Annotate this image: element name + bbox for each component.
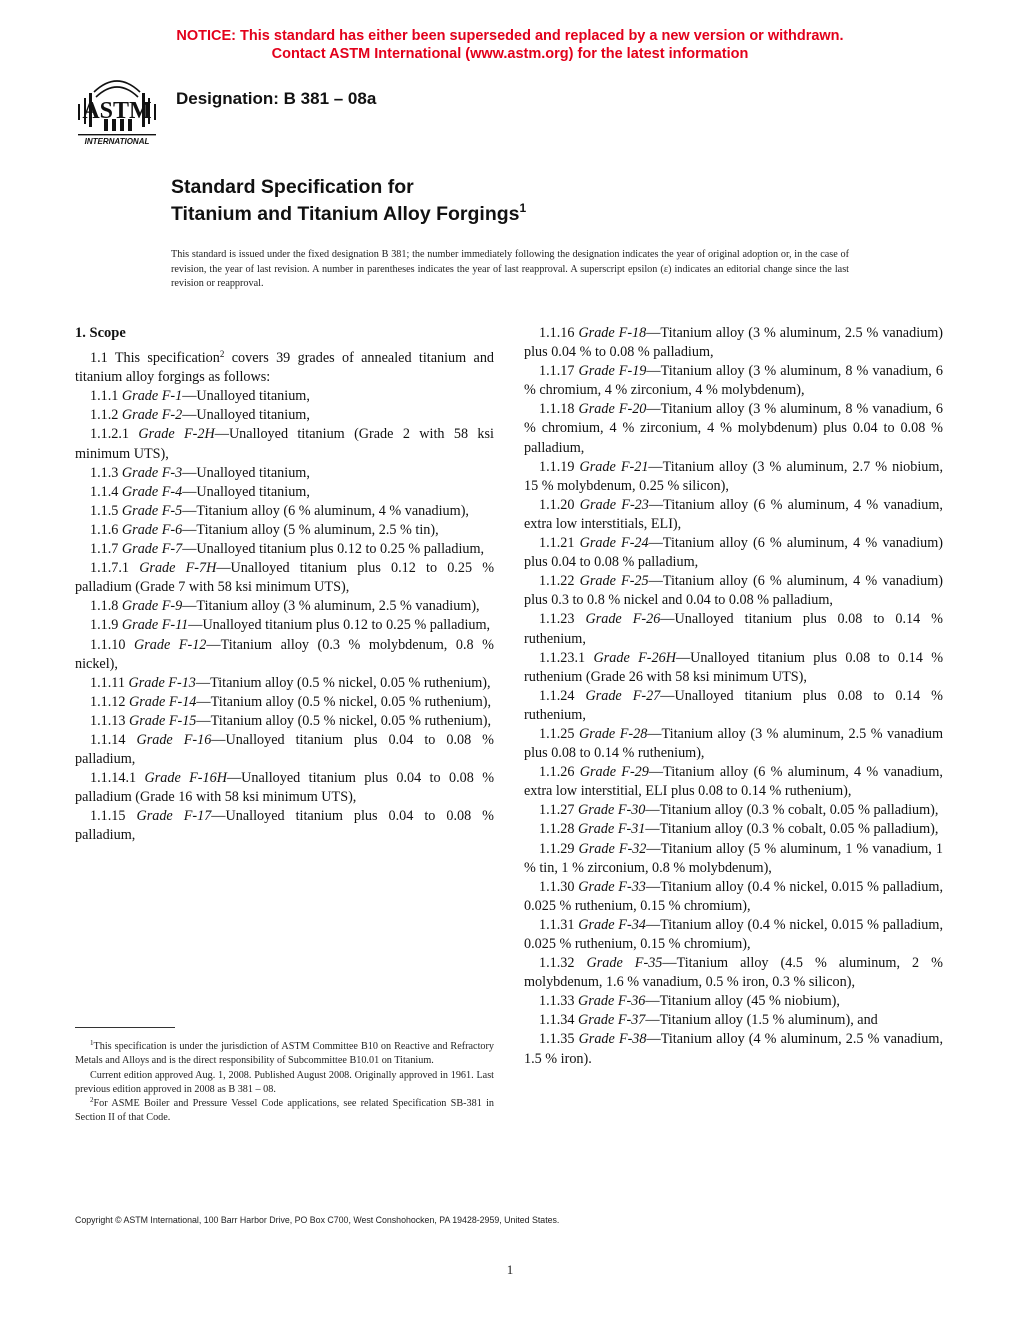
item-number: 1.1.13 bbox=[90, 712, 126, 729]
svg-text:INTERNATIONAL: INTERNATIONAL bbox=[84, 137, 150, 146]
grade-item bbox=[75, 387, 494, 406]
item-number: 1.1.1 bbox=[90, 388, 119, 405]
grade-item bbox=[524, 916, 943, 954]
grade-name: Grade F-3 bbox=[121, 464, 183, 481]
item-number: 1.1.2 bbox=[90, 407, 119, 424]
grade-description: —Titanium alloy (5 % aluminum, 1 % vanadium, 1 % tin, 1 % zirconium, 0.8 % molybdenum), bbox=[524, 840, 943, 876]
grade-description: —Titanium alloy (6 % aluminum, 4 % vanadium) plus 0.3 to 0.8 % nickel and 0.04 to 0.08 % palladium, bbox=[524, 573, 943, 609]
section-heading-scope: 1. Scope bbox=[75, 325, 126, 341]
grade-name: Grade F-26H bbox=[593, 649, 676, 666]
item-number: 1.1.4 bbox=[90, 483, 119, 500]
grade-item bbox=[75, 636, 494, 674]
title-footnote-ref: 1 bbox=[519, 201, 527, 215]
grade-description: —Titanium alloy (0.3 % cobalt, 0.05 % palladium), bbox=[645, 802, 939, 819]
item-number: 1.1.11 bbox=[90, 674, 125, 691]
grade-name: Grade F-1 bbox=[121, 388, 183, 405]
grade-name: Grade F-16 bbox=[136, 731, 212, 748]
grade-item bbox=[75, 693, 494, 712]
item-number: 1.1.12 bbox=[90, 693, 126, 710]
page-number: 1 bbox=[506, 1262, 514, 1277]
grade-description: —Titanium alloy (4.5 % aluminum, 2 % molybdenum, 1.6 % vanadium, 0.5 % iron, 0.3 % silicon), bbox=[524, 955, 943, 991]
grade-description: —Unalloyed titanium plus 0.12 to 0.25 % palladium, bbox=[188, 617, 491, 634]
grade-name: Grade F-18 bbox=[578, 325, 647, 341]
grade-name: Grade F-11 bbox=[121, 617, 189, 634]
grade-name: Grade F-37 bbox=[578, 1012, 646, 1029]
item-number: 1.1.23.1 bbox=[539, 649, 586, 666]
grade-item bbox=[524, 400, 943, 457]
grade-item bbox=[524, 649, 943, 687]
svg-text:ASTM: ASTM bbox=[82, 98, 152, 124]
grade-item bbox=[75, 483, 494, 502]
grade-name: Grade F-27 bbox=[585, 687, 661, 704]
item-number: 1.1.18 bbox=[539, 401, 575, 418]
grade-description: —Titanium alloy (0.5 % nickel, 0.05 % ruthenium), bbox=[195, 674, 491, 691]
item-number: 1.1.5 bbox=[90, 502, 119, 519]
grade-description: —Titanium alloy (0.3 % cobalt, 0.05 % palladium), bbox=[645, 821, 939, 838]
grade-item bbox=[75, 616, 494, 635]
grade-name: Grade F-7H bbox=[139, 560, 217, 577]
grade-description: —Titanium alloy (5 % aluminum, 2.5 % tin), bbox=[182, 521, 439, 538]
grade-item bbox=[524, 1011, 943, 1030]
grade-item bbox=[75, 712, 494, 731]
grade-name: Grade F-7 bbox=[121, 541, 183, 558]
grade-name: Grade F-9 bbox=[121, 598, 183, 615]
item-number: 1.1.3 bbox=[90, 464, 119, 481]
grade-name: Grade F-6 bbox=[121, 521, 183, 538]
grade-description: —Unalloyed titanium, bbox=[182, 483, 310, 500]
grade-item bbox=[524, 687, 943, 725]
copyright: Copyright © ASTM International, 100 Barr Harbor Drive, PO Box C700, West Conshohocken, PA 19428-2959, United States. bbox=[75, 1215, 560, 1225]
grade-description: —Titanium alloy (3 % aluminum, 8 % vanadium, 6 % chromium, 4 % zirconium, 4 % molybdenum), bbox=[524, 363, 943, 399]
item-number: 1.1.7.1 bbox=[90, 560, 130, 577]
item-number: 1.1.24 bbox=[539, 687, 575, 704]
grade-item bbox=[524, 725, 943, 763]
footnote-number: 1 bbox=[90, 1039, 94, 1047]
grade-description: —Unalloyed titanium (Grade 2 with 58 ksi minimum UTS), bbox=[75, 426, 494, 462]
grade-name: Grade F-23 bbox=[579, 496, 649, 513]
item-number: 1.1.32 bbox=[539, 955, 575, 972]
item-number: 1.1.27 bbox=[539, 802, 575, 819]
grade-description: —Unalloyed titanium plus 0.08 to 0.14 % ruthenium, bbox=[524, 611, 943, 647]
grade-description: —Unalloyed titanium plus 0.12 to 0.25 % palladium, bbox=[182, 541, 485, 558]
grade-name: Grade F-13 bbox=[128, 674, 196, 691]
grade-name: Grade F-38 bbox=[578, 1031, 647, 1048]
notice-line-1: NOTICE: This standard has either been superseded and replaced by a new version or withdrawn. bbox=[176, 28, 844, 44]
grade-item bbox=[524, 496, 943, 534]
grade-description: —Titanium alloy (3 % aluminum, 2.7 % niobium, 15 % molybdenum, 0.25 % silicon), bbox=[524, 458, 943, 494]
item-number: 1.1.10 bbox=[90, 636, 126, 653]
grade-name: Grade F-34 bbox=[578, 916, 646, 933]
grade-description: —Titanium alloy (6 % aluminum, 4 % vanadium) plus 0.04 to 0.08 % palladium, bbox=[524, 535, 943, 571]
grade-description: —Unalloyed titanium, bbox=[182, 407, 310, 424]
grade-item bbox=[75, 807, 494, 845]
grade-description: —Unalloyed titanium plus 0.08 to 0.14 % ruthenium (Grade 26 with 58 ksi minimum UTS), bbox=[524, 649, 944, 685]
grade-name: Grade F-17 bbox=[136, 808, 212, 825]
item-number: 1.1.23 bbox=[539, 611, 575, 628]
grade-item bbox=[524, 534, 943, 572]
grade-item bbox=[524, 992, 943, 1011]
footnote-ref-2: 2 bbox=[219, 349, 225, 360]
item-number: 1.1.28 bbox=[539, 821, 575, 838]
item-number: 1.1.7 bbox=[90, 541, 119, 558]
item-number: 1.1.22 bbox=[539, 573, 575, 590]
item-number: 1.1.31 bbox=[539, 916, 575, 933]
grade-description: —Unalloyed titanium plus 0.04 to 0.08 % palladium, bbox=[75, 731, 494, 768]
grade-name: Grade F-12 bbox=[134, 636, 207, 653]
grade-name: Grade F-2H bbox=[138, 426, 215, 443]
grade-description: —Titanium alloy (6 % aluminum, 4 % vanadium, extra low interstitial, ELI plus 0.08 to 0.14 % ruthenium), bbox=[524, 764, 943, 800]
grade-item bbox=[75, 521, 494, 540]
astm-logo bbox=[74, 74, 160, 150]
grade-description: —Titanium alloy (3 % aluminum, 2.5 % vanadium) plus 0.04 % to 0.08 % palladium, bbox=[524, 325, 943, 361]
item-number: 1.1.21 bbox=[539, 535, 575, 552]
grade-item bbox=[75, 540, 494, 559]
grade-item bbox=[524, 362, 943, 400]
grade-name: Grade F-32 bbox=[578, 840, 647, 857]
grade-description: —Titanium alloy (0.5 % nickel, 0.05 % ruthenium), bbox=[196, 712, 492, 729]
item-number: 1.1.30 bbox=[539, 878, 575, 895]
footnote bbox=[75, 1097, 494, 1126]
grade-name: Grade F-14 bbox=[129, 693, 197, 710]
grade-list-left bbox=[75, 387, 494, 845]
grade-description: —Titanium alloy (0.5 % nickel, 0.05 % ruthenium), bbox=[196, 693, 492, 710]
item-number: 1.1.17 bbox=[539, 363, 575, 380]
grade-description: —Titanium alloy (4 % aluminum, 2.5 % vanadium, 1.5 % iron). bbox=[524, 1031, 943, 1067]
grade-name: Grade F-36 bbox=[578, 993, 646, 1010]
grade-item bbox=[524, 1030, 943, 1068]
title-line-1: Standard Specification for bbox=[171, 176, 414, 198]
grade-description: —Titanium alloy (3 % aluminum, 2.5 % vanadium plus 0.08 to 0.14 % ruthenium), bbox=[524, 725, 943, 762]
grade-name: Grade F-25 bbox=[579, 573, 649, 590]
footnote-text: This specification is under the jurisdiction of ASTM Committee B10 on Reactive and Refractory Metals and Alloys and is the direct responsibility of Subcommittee B10.01 on Titanium. bbox=[75, 1041, 494, 1067]
item-number: 1.1.16 bbox=[539, 325, 575, 341]
grade-name: Grade F-5 bbox=[121, 502, 183, 519]
grade-description: —Unalloyed titanium plus 0.04 to 0.08 % palladium (Grade 16 with 58 ksi minimum UTS), bbox=[75, 770, 495, 806]
grade-name: Grade F-28 bbox=[578, 725, 648, 742]
grade-description: —Titanium alloy (1.5 % aluminum), and bbox=[645, 1012, 878, 1029]
left-column bbox=[75, 324, 494, 846]
grade-item bbox=[75, 425, 494, 463]
grade-name: Grade F-33 bbox=[578, 878, 646, 895]
grade-item bbox=[524, 763, 943, 801]
item-number: 1.1.34 bbox=[539, 1012, 575, 1029]
grade-list-right bbox=[524, 324, 943, 1069]
grade-description: —Titanium alloy (45 % niobium), bbox=[645, 993, 840, 1010]
right-column bbox=[524, 324, 943, 1069]
footnotes bbox=[75, 1040, 494, 1126]
grade-item bbox=[75, 597, 494, 616]
scope-intro: 1.1 This specification$^2$ covers 39 grades of annealed titanium and titanium alloy forgings as follows: bbox=[75, 349, 495, 386]
footnote-text: Current edition approved Aug. 1, 2008. Published August 2008. Originally approved in 1961. Last previous edition approved in 2008 as B 381 – 08. bbox=[75, 1069, 494, 1095]
grade-description: —Titanium alloy (0.3 % molybdenum, 0.8 % nickel), bbox=[75, 636, 494, 672]
grade-name: Grade F-31 bbox=[578, 821, 646, 838]
item-number: 1.1.35 bbox=[539, 1031, 575, 1048]
grade-description: —Unalloyed titanium plus 0.04 to 0.08 % palladium, bbox=[75, 808, 494, 844]
item-number: 1.1.25 bbox=[539, 725, 575, 742]
grade-item bbox=[524, 954, 943, 992]
item-number: 1.1.33 bbox=[539, 993, 575, 1010]
grade-item bbox=[524, 324, 943, 362]
item-number: 1.1.20 bbox=[539, 496, 575, 513]
item-number: 1.1.6 bbox=[90, 521, 119, 538]
grade-name: Grade F-16H bbox=[144, 770, 227, 787]
item-number: 1.1.9 bbox=[90, 617, 119, 634]
grade-description: —Unalloyed titanium, bbox=[182, 464, 310, 481]
notice-line-2: Contact ASTM International (www.astm.org) for the latest information bbox=[271, 46, 749, 62]
withdrawal-notice bbox=[0, 27, 1020, 63]
designation: Designation: B 381 – 08a bbox=[176, 89, 377, 108]
item-number: 1.1.14.1 bbox=[90, 770, 137, 787]
item-number: 1.1.8 bbox=[90, 598, 119, 615]
grade-item bbox=[524, 610, 943, 648]
grade-name: Grade F-24 bbox=[579, 535, 649, 552]
grade-item bbox=[524, 572, 943, 610]
item-number: 1.1.2.1 bbox=[90, 426, 130, 443]
grade-description: —Titanium alloy (6 % aluminum, 4 % vanadium, extra low interstitials, ELI), bbox=[524, 496, 943, 532]
grade-name: Grade F-2 bbox=[121, 407, 183, 424]
footnote-divider bbox=[75, 1027, 175, 1028]
grade-description: —Titanium alloy (0.4 % nickel, 0.015 % palladium, 0.025 % ruthenium, 0.15 % chromium), bbox=[524, 878, 943, 914]
grade-item bbox=[75, 674, 494, 693]
grade-description: —Unalloyed titanium plus 0.08 to 0.14 % ruthenium, bbox=[524, 687, 943, 723]
grade-item bbox=[75, 406, 494, 425]
issuance-statement: This standard is issued under the fixed designation B 381; the number immediately following the designation indicates the year of original adoption or, in the case of revision, the year of last revision. A number in parentheses indicates the year of last reapproval. A superscript epsilon (ε) indicates an editorial change since the last revision or reapproval. bbox=[171, 249, 849, 289]
grade-name: Grade F-26 bbox=[585, 611, 661, 628]
grade-item bbox=[75, 731, 494, 769]
grade-description: —Unalloyed titanium plus 0.12 to 0.25 % palladium (Grade 7 with 58 ksi minimum UTS), bbox=[75, 560, 495, 596]
item-number: 1.1.15 bbox=[90, 808, 126, 825]
item-number: 1.1.14 bbox=[90, 731, 126, 748]
grade-name: Grade F-15 bbox=[129, 712, 197, 729]
grade-name: Grade F-20 bbox=[578, 401, 647, 418]
grade-description: —Titanium alloy (6 % aluminum, 4 % vanadium), bbox=[182, 502, 469, 519]
document-title bbox=[171, 174, 526, 228]
grade-item bbox=[75, 559, 494, 597]
grade-item bbox=[524, 878, 943, 916]
item-number: 1.1.26 bbox=[539, 764, 575, 781]
grade-description: —Titanium alloy (0.4 % nickel, 0.015 % palladium, 0.025 % ruthenium, 0.15 % chromium), bbox=[524, 916, 943, 952]
grade-name: Grade F-4 bbox=[121, 483, 183, 500]
footnote bbox=[75, 1040, 494, 1069]
grade-name: Grade F-29 bbox=[579, 764, 649, 781]
grade-description: —Unalloyed titanium, bbox=[182, 388, 310, 405]
grade-name: Grade F-19 bbox=[578, 363, 647, 380]
grade-item bbox=[524, 840, 943, 878]
footnote-text: For ASME Boiler and Pressure Vessel Code applications, see related Specification SB-381 in Section II of that Code. bbox=[75, 1098, 494, 1124]
grade-name: Grade F-21 bbox=[579, 458, 649, 475]
grade-item bbox=[524, 820, 943, 839]
footnote bbox=[75, 1069, 494, 1098]
title-line-2: Titanium and Titanium Alloy Forgings$^1$ bbox=[171, 201, 527, 225]
grade-name: Grade F-35 bbox=[586, 955, 663, 972]
grade-item bbox=[75, 502, 494, 521]
grade-item bbox=[75, 464, 494, 483]
item-number: 1.1.29 bbox=[539, 840, 575, 857]
footnote-number: 2 bbox=[90, 1096, 94, 1105]
grade-description: —Titanium alloy (3 % aluminum, 8 % vanadium, 6 % chromium, 4 % zirconium, 4 % molybdenum) plus 0.04 to 0.08 % palladium, bbox=[524, 401, 943, 456]
item-number: 1.1.19 bbox=[539, 458, 575, 475]
grade-description: —Titanium alloy (3 % aluminum, 2.5 % vanadium), bbox=[182, 598, 480, 615]
grade-name: Grade F-30 bbox=[578, 802, 646, 819]
grade-item bbox=[75, 769, 494, 807]
grade-item bbox=[524, 801, 943, 820]
grade-item bbox=[524, 458, 943, 496]
